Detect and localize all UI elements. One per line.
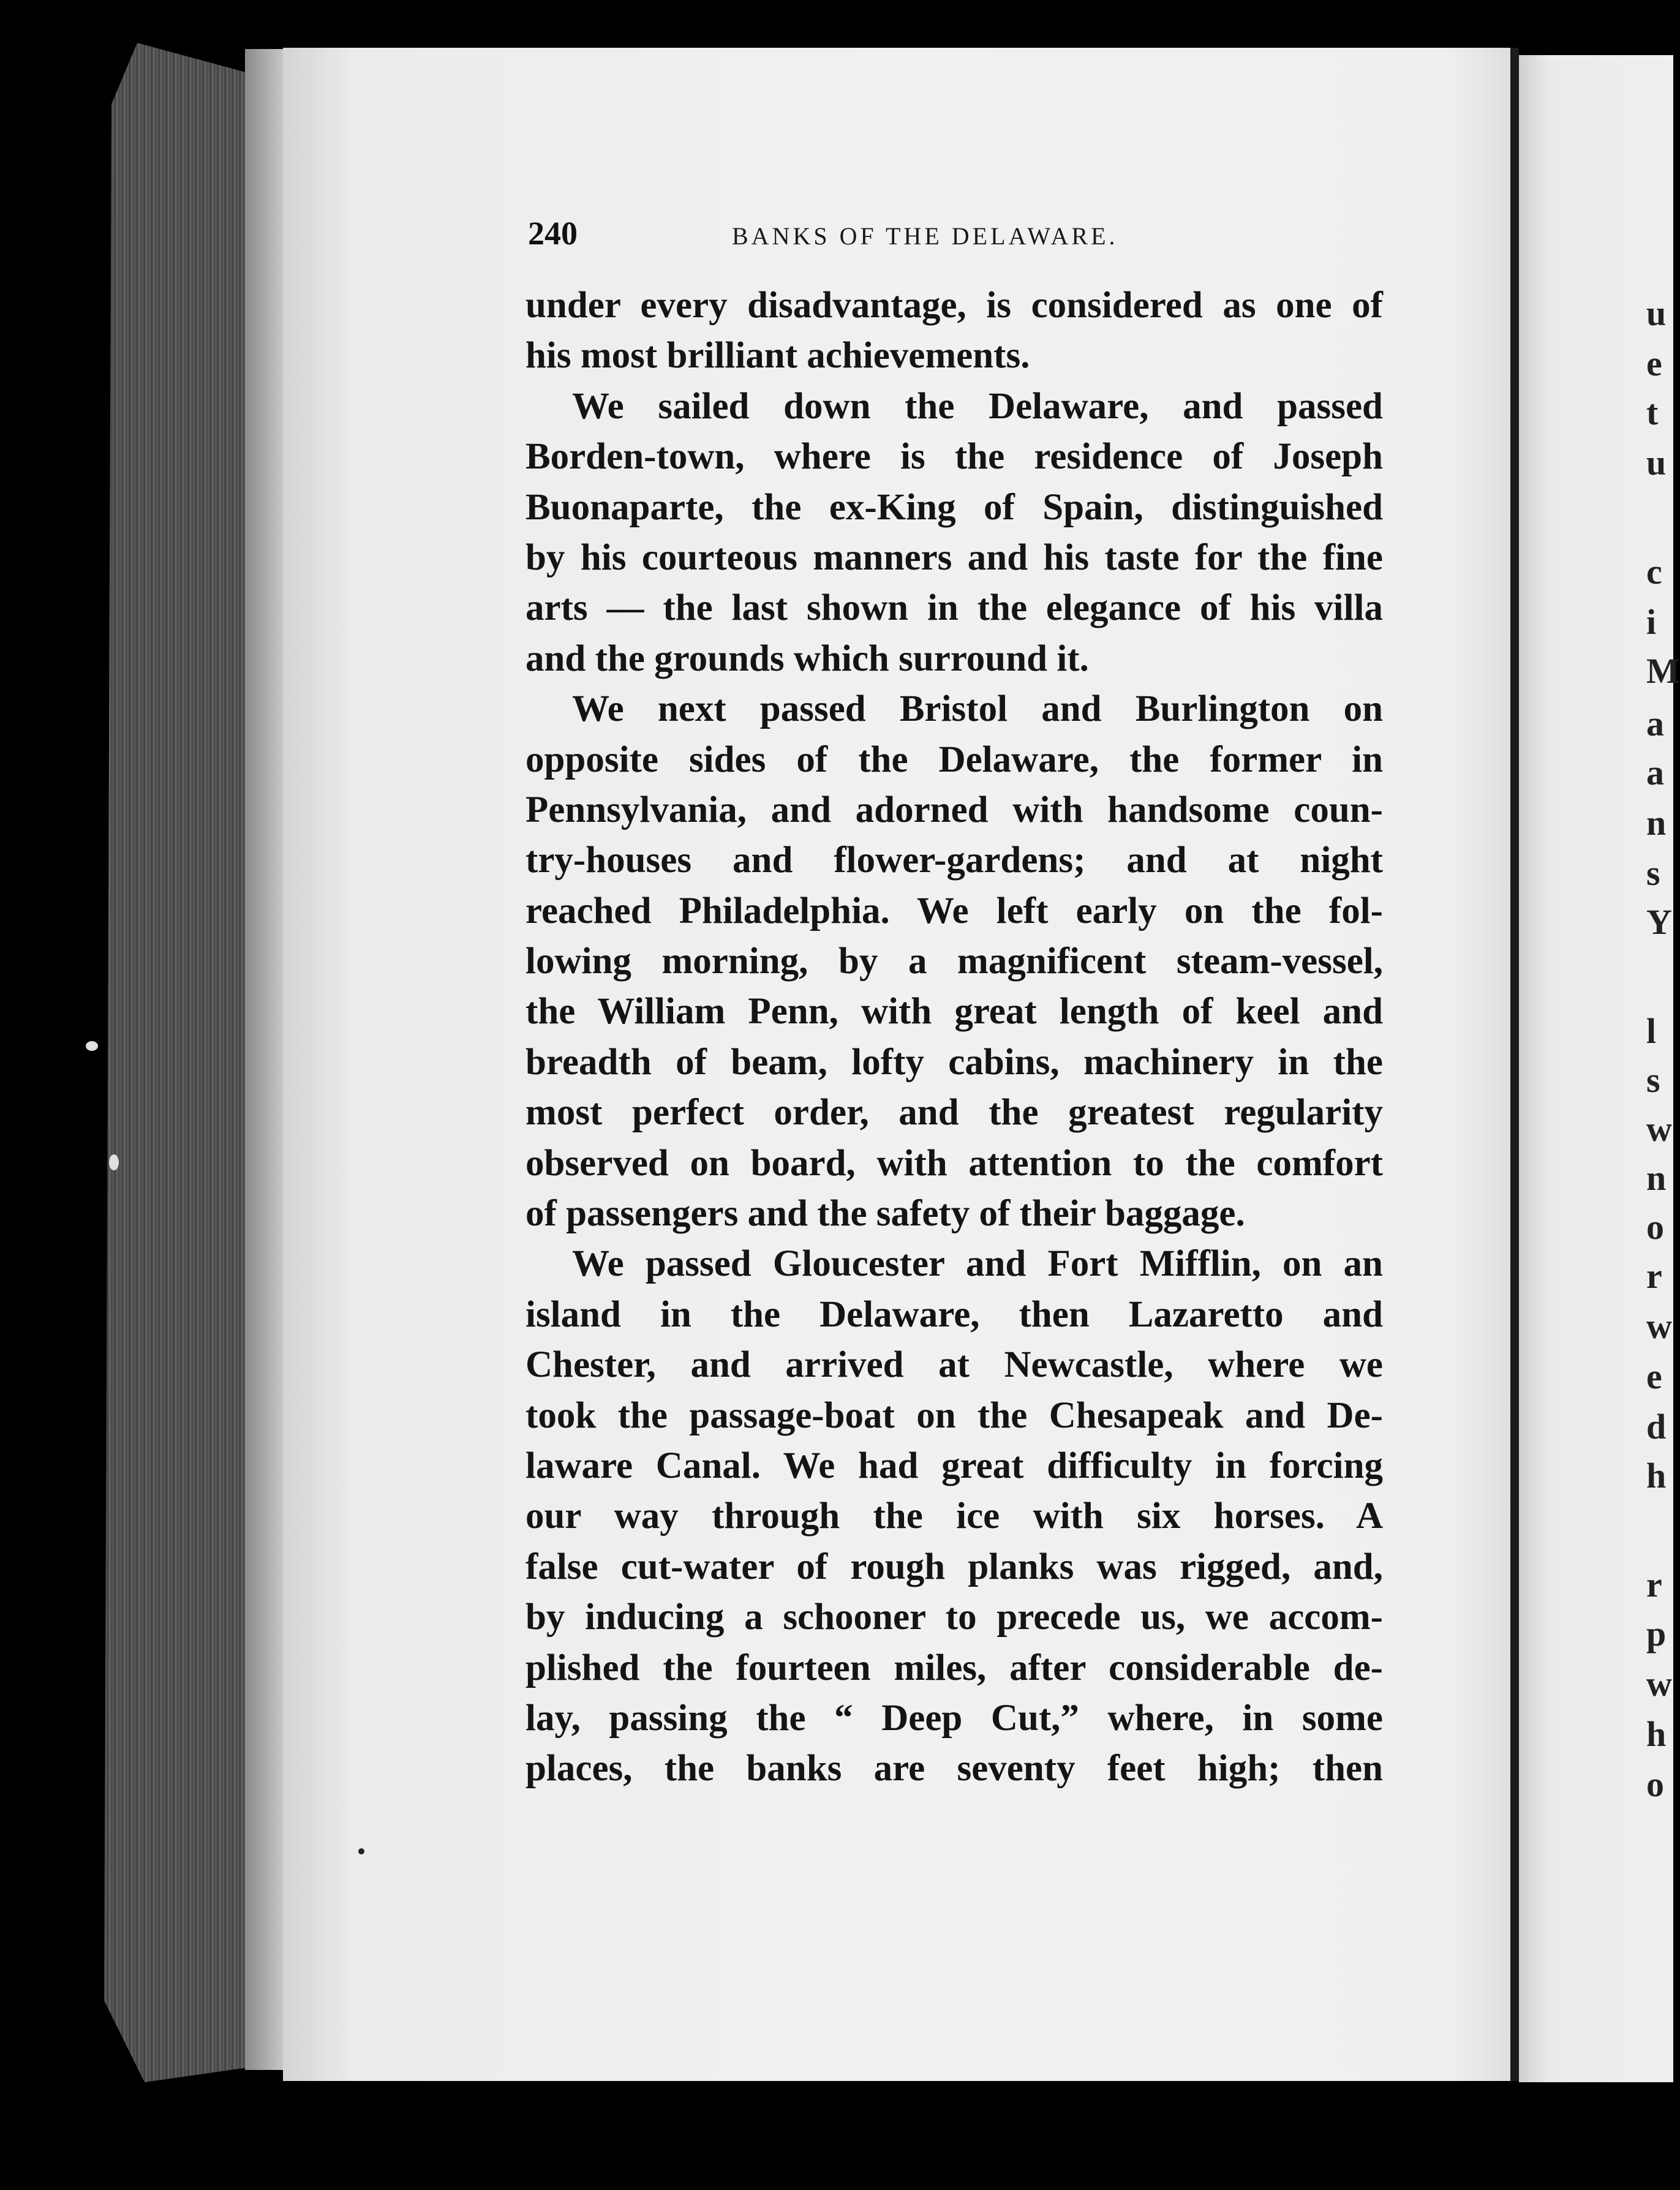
text-line: We sailed down the Delaware, and passed	[572, 385, 1383, 427]
text-line: the William Penn, with great length of keel and	[525, 991, 1383, 1033]
text-line: observed on board, with attention to the comfort	[525, 1142, 1383, 1184]
facing-page-fragment: e	[1646, 344, 1662, 383]
text-line: reached Philadelphia. We left early on the fol-	[525, 890, 1383, 931]
text-line: false cut-water of rough planks was rigged, and,	[525, 1546, 1383, 1587]
facing-page-fragment: u	[1646, 443, 1667, 483]
facing-page-fragment: n	[1646, 803, 1667, 843]
facing-page-fragment: t	[1646, 393, 1659, 432]
running-head-title: BANKS OF THE DELAWARE.	[732, 222, 1118, 250]
facing-page-fragment: Y	[1646, 902, 1672, 942]
text-line: of passengers and the safety of their baggage.	[525, 1193, 1245, 1235]
text-line: Chester, and arrived at Newcastle, where we	[525, 1344, 1383, 1386]
gutter-shadow	[1510, 48, 1519, 2081]
text-line: We next passed Bristol and Burlington on	[572, 688, 1383, 730]
facing-page-fragment: w	[1646, 1306, 1672, 1346]
facing-page-fragment: M	[1646, 651, 1680, 691]
facing-page-fragment: d	[1646, 1407, 1667, 1447]
edge-speck	[109, 1154, 119, 1170]
facing-page-fragment: w	[1646, 1664, 1672, 1704]
text-line: Buonaparte, the ex-King of Spain, distinguished	[525, 486, 1383, 528]
facing-page-fragment: h	[1646, 1714, 1667, 1754]
facing-page-fragment: l	[1646, 1011, 1657, 1051]
facing-page-fragment: u	[1646, 293, 1667, 333]
text-line: try-houses and flower-gardens; and at night	[525, 840, 1383, 881]
facing-page-fragment: s	[1646, 853, 1660, 893]
text-line: and the grounds which surround it.	[525, 638, 1089, 679]
text-line: plished the fourteen miles, after considerable de-	[525, 1647, 1383, 1688]
text-line: lay, passing the “ Deep Cut,” where, in some	[525, 1697, 1383, 1739]
text-line: places, the banks are seventy feet high; then	[525, 1748, 1383, 1789]
text-line: most perfect order, and the greatest regularity	[525, 1092, 1383, 1134]
facing-page-fragment: r	[1646, 1256, 1662, 1296]
facing-page-fragment: p	[1646, 1614, 1667, 1654]
text-line: island in the Delaware, then Lazaretto and	[525, 1293, 1383, 1335]
text-line: arts — the last shown in the elegance of his villa	[525, 587, 1383, 629]
text-line: took the passage-boat on the Chesapeak and De-	[525, 1394, 1383, 1436]
text-line: Pennsylvania, and adorned with handsome coun-	[525, 789, 1383, 830]
text-line: lowing morning, by a magnificent steam-vessel,	[525, 941, 1383, 982]
facing-page-fragment: e	[1646, 1357, 1662, 1396]
facing-page-fragment: c	[1646, 552, 1662, 592]
text-line: Borden-town, where is the residence of Joseph	[525, 436, 1383, 478]
facing-page-fragment: h	[1646, 1456, 1667, 1496]
inner-page-fold	[245, 49, 288, 2070]
facing-page-fragment: o	[1646, 1207, 1664, 1247]
text-line: under every disadvantage, is considered as one of	[525, 285, 1383, 326]
page-number: 240	[528, 215, 578, 252]
body-text	[525, 280, 1383, 1794]
facing-page-fragment: a	[1646, 704, 1664, 743]
text-line: by inducing a schooner to precede us, we accom-	[525, 1597, 1383, 1638]
facing-page-fragment: o	[1646, 1764, 1664, 1804]
text-line: his most brilliant achievements.	[525, 335, 1030, 377]
text-line: our way through the ice with six horses. A	[525, 1496, 1383, 1537]
facing-page-fragment: n	[1646, 1158, 1667, 1198]
text-line: laware Canal. We had great difficulty in forcing	[525, 1445, 1383, 1486]
page-speck	[358, 1848, 364, 1854]
edge-speck	[86, 1041, 98, 1051]
facing-page-fragment: s	[1646, 1060, 1660, 1100]
text-line: We passed Gloucester and Fort Mifflin, on an	[572, 1243, 1383, 1285]
facing-page-fragment: a	[1646, 753, 1664, 792]
facing-page-fragment: i	[1646, 602, 1657, 642]
text-line: by his courteous manners and his taste for the fine	[525, 536, 1383, 578]
facing-page-fragment: r	[1646, 1565, 1662, 1605]
facing-page-fragment: w	[1646, 1109, 1672, 1149]
text-line: opposite sides of the Delaware, the former in	[525, 739, 1383, 780]
text-line: breadth of beam, lofty cabins, machinery in the	[525, 1041, 1383, 1083]
